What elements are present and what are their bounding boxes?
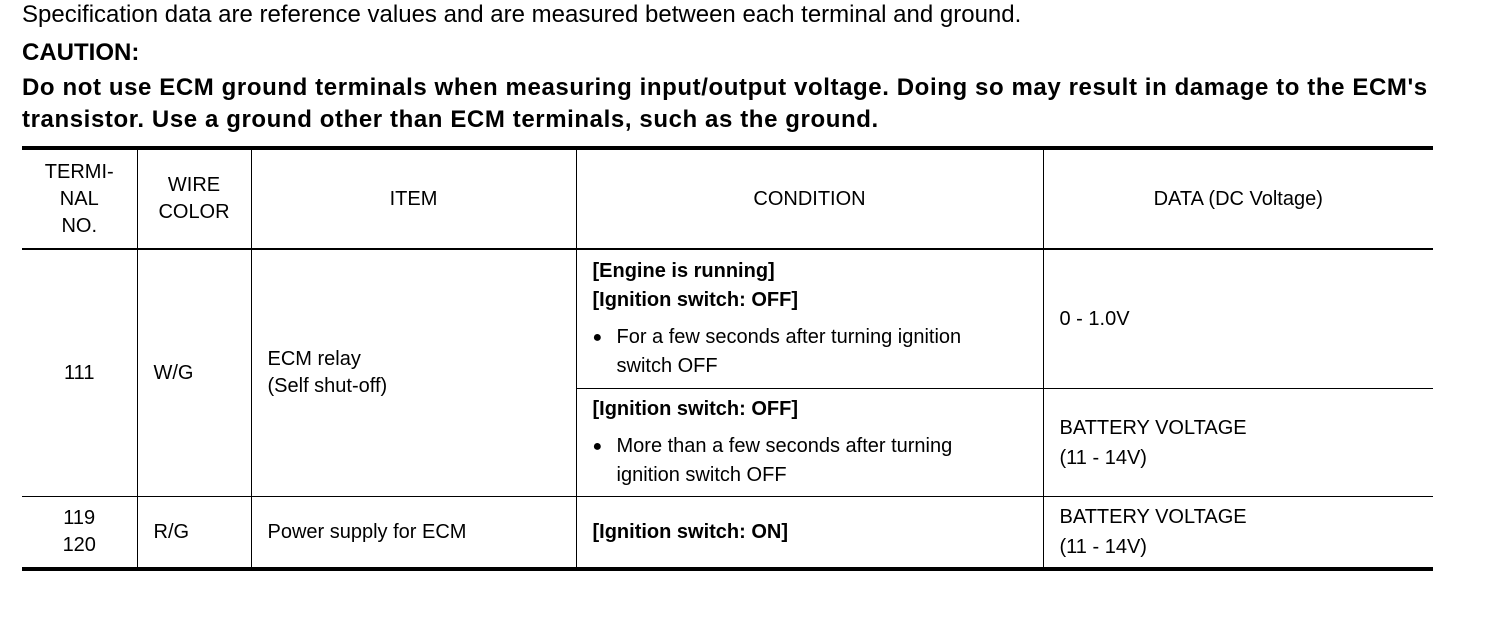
data-cell (1043, 249, 1433, 389)
wire-color-cell (137, 249, 251, 497)
data-value: BATTERY VOLTAGE (1059, 506, 1247, 528)
header-terminal-line: TERMI- (44, 160, 114, 183)
condition-title: [Engine is running] (592, 260, 775, 282)
terminal-cell (22, 249, 137, 497)
condition-cell (576, 249, 1043, 389)
bullet-icon: ● (592, 438, 603, 455)
wire-color-cell (137, 497, 251, 570)
bullet-text-line: ignition switch OFF (616, 464, 787, 486)
item-cell (251, 497, 576, 570)
terminal-number: 111 (64, 361, 95, 384)
data-value: 0 - 1.0V (1059, 308, 1130, 330)
data-cell (1043, 389, 1433, 497)
item-line: (Self shut-off) (267, 375, 388, 397)
condition-bullet (593, 432, 1033, 490)
condition-title: [Ignition switch: ON] (592, 520, 789, 543)
item-line: ECM relay (267, 348, 361, 370)
wire-color-value: R/G (153, 520, 190, 543)
table-row (22, 249, 1433, 389)
caution-heading: CAUTION: (22, 39, 140, 66)
bullet-text-line: For a few seconds after turning ignition (616, 326, 962, 348)
table-row (22, 497, 1433, 570)
bullet-icon: ● (592, 329, 603, 346)
table-header-row (22, 148, 1433, 249)
bullet-text-line: switch OFF (616, 355, 718, 377)
terminal-cell (22, 497, 137, 570)
condition-bullet (593, 323, 1033, 381)
header-condition: CONDITION (576, 148, 1043, 249)
condition-title: [Ignition switch: OFF] (592, 398, 799, 420)
header-data: DATA (DC Voltage) (1043, 148, 1433, 249)
caution-body-text: Do not use ECM ground terminals when measuring input/output voltage. Doing so may result in damage to the ECM's transistor. Use a ground other than ECM terminals, such as the ground. (22, 74, 1428, 133)
header-wire-line: COLOR (158, 201, 230, 223)
header-terminal-line: NO. (61, 214, 98, 237)
data-cell (1043, 497, 1433, 570)
condition-cell (576, 497, 1043, 570)
item-line: Power supply for ECM (267, 520, 467, 543)
header-terminal-no (22, 148, 137, 249)
header-item: ITEM (251, 148, 576, 249)
terminal-number: 119 (63, 507, 96, 529)
wire-color-value: W/G (153, 361, 194, 384)
header-wire-color (137, 148, 251, 249)
header-terminal-line: NAL (59, 187, 99, 210)
condition-title: [Ignition switch: OFF] (592, 289, 799, 311)
terminal-spec-table (22, 146, 1433, 571)
condition-cell (576, 389, 1043, 497)
header-wire-line: WIRE (167, 174, 221, 196)
spec-intro-text: Specification data are reference values and are measured between each terminal and ground. (22, 1, 1022, 28)
data-value: BATTERY VOLTAGE (1059, 416, 1247, 439)
item-cell (251, 249, 576, 497)
data-value: (11 - 14V) (1059, 446, 1147, 469)
data-value: (11 - 14V) (1059, 536, 1147, 558)
bullet-text-line: More than a few seconds after turning (616, 435, 953, 457)
terminal-number: 120 (62, 534, 96, 556)
